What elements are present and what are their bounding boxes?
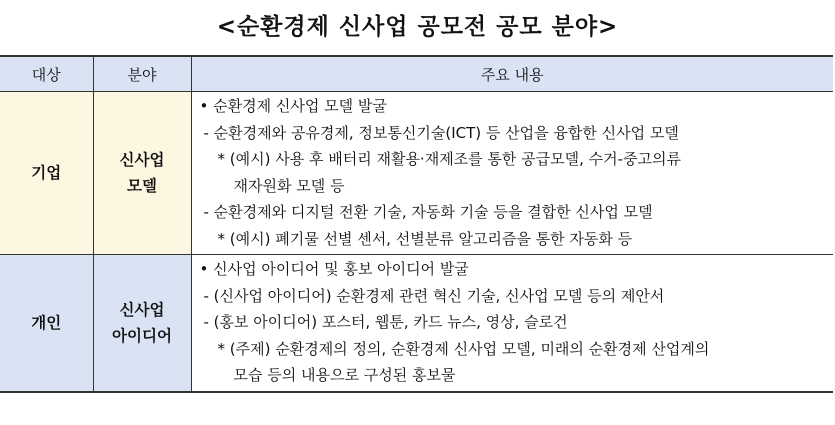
content-note-continued: 재자원화 모델 등 <box>233 176 345 195</box>
page-title: <순환경제 신사업 공모전 공모 분야> <box>216 14 619 40</box>
content-note-continued: 모습 등의 내용으로 구성된 홍보물 <box>233 366 456 384</box>
content-dash-item: - 순환경제와 디지털 전환 기술, 자동화 기술 등을 결합한 신사업 모델 <box>203 203 653 221</box>
field-line: 모델 <box>127 177 157 195</box>
content-cell <box>191 255 833 392</box>
field-line: 신사업 <box>119 151 165 169</box>
content-note: * (예시) 사용 후 배터리 재활용·재제조를 통한 공급모델, 수거-중고의류 <box>217 150 682 168</box>
field-cell <box>93 255 191 392</box>
content-bullet: • 순환경제 신사업 모델 발굴 <box>199 97 387 115</box>
content-dash-item: - (홍보 아이디어) 포스터, 웹툰, 카드 뉴스, 영상, 슬로건 <box>203 313 568 331</box>
field-cell <box>93 92 191 255</box>
content-dash-item: - 순환경제와 공유경제, 정보통신기술(ICT) 등 산업을 융합한 신사업 모델 <box>203 123 679 142</box>
table-row-business <box>0 92 833 255</box>
content-cell <box>191 92 833 255</box>
table-header-row <box>0 56 833 92</box>
field-line: 아이디어 <box>112 326 172 345</box>
content-note: * (주제) 순환경제의 정의, 순환경제 신사업 모델, 미래의 순환경제 산업계의 <box>217 339 710 358</box>
target-cell: 기업 <box>0 92 93 255</box>
header-field: 분야 <box>93 56 191 92</box>
table-row-individual <box>0 255 833 392</box>
header-content: 주요 내용 <box>191 56 833 92</box>
contest-field-table <box>0 55 833 393</box>
content-dash-item: - (신사업 아이디어) 순환경제 관련 혁신 기술, 신사업 모델 등의 제안서 <box>203 286 665 305</box>
target-cell: 개인 <box>0 255 93 392</box>
content-note: * (예시) 폐기물 선별 센서, 선별분류 알고리즘을 통한 자동화 등 <box>217 229 633 248</box>
content-bullet: • 신사업 아이디어 및 홍보 아이디어 발굴 <box>199 260 469 278</box>
header-target: 대상 <box>0 56 93 92</box>
field-line: 신사업 <box>119 300 165 319</box>
